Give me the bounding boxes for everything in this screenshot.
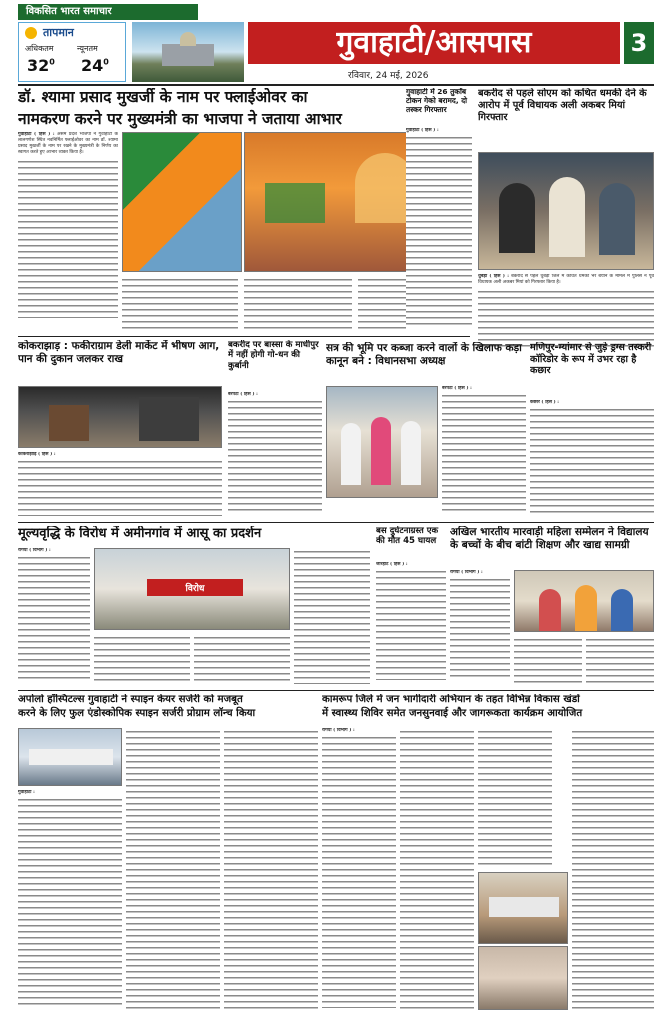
arrest-dateline: धुबड़ी ( हिंस ) : — [478, 274, 509, 279]
date: रविवार, 24 मई, 2026 — [348, 71, 429, 81]
marwari-photo — [514, 570, 654, 632]
weather-box — [18, 22, 126, 82]
weather-label: तापमान — [43, 26, 74, 39]
max-temp: 32 — [27, 56, 50, 75]
manipur-headline: मणिपुर-म्यांमार से जुड़े ड्रग्स तस्करी कॉरिडोर के रूप में उभर रहा है कछार — [530, 342, 652, 376]
gecko-story-block — [406, 88, 472, 333]
manipur-text — [530, 400, 654, 518]
max-label: अधिकतम — [25, 44, 54, 53]
lead-text-col1 — [18, 132, 118, 332]
marwari-dateline: रंगिया ( विभाग ) : — [450, 570, 483, 575]
arrest-text — [478, 274, 654, 352]
kokrajhar-dateline: कोकराझाड़ ( हिंस ) : — [18, 452, 56, 457]
kamrup-text-col2 — [400, 728, 474, 1012]
protest-banner: विरोध — [147, 579, 243, 596]
sun-icon — [25, 27, 37, 39]
min-label: न्यूनतम — [77, 44, 98, 53]
manipur-dateline: कछार ( हिंस ) : — [530, 400, 559, 405]
arrest-body-start: बकरीद से पहले धुबड़ी जिले में कथित धमकी भरे बयान के मामले में पुलिस ने पूर्व विधायक अली अकबर मियां को गिरफ्तार किया है। — [478, 274, 654, 286]
kamrup-dateline: रंगिया ( विभाग ) : — [322, 728, 355, 733]
inflation-text-col2 — [94, 634, 190, 684]
bus-headline: बस दुर्घटनाग्रस्त एक की मौत 45 घायल — [376, 526, 439, 547]
min-temp: 24 — [81, 56, 104, 75]
marwari-text-col2 — [514, 636, 582, 684]
apollo-text-col1 — [18, 790, 122, 1012]
bus-text — [376, 562, 446, 684]
kamrup-story — [322, 694, 654, 1014]
kokrajhar-story — [18, 340, 222, 518]
lead-photo-flags — [122, 132, 242, 272]
masthead-skyline-photo — [132, 22, 244, 82]
apollo-headline-1: अपोलो हॉस्पिटल्स गुवाहाटी ने स्पाइन केयर सर्जरी को मजबूत — [18, 694, 243, 705]
bakrid-dateline: बरपेटा ( हिंस ) : — [228, 392, 258, 397]
marwari-story — [450, 526, 654, 686]
assembly-photo — [326, 386, 438, 498]
page-number: 3 — [624, 22, 654, 64]
max-degree: 0 — [49, 57, 55, 67]
inflation-text-col1 — [18, 548, 90, 684]
apollo-dateline: गुवाहाटी : — [18, 790, 35, 795]
lead-headline-2: नामकरण करने पर मुख्यमंत्री का भाजपा ने जताया आभार — [18, 109, 342, 128]
brand-bar: विकसित भारत समाचार — [18, 4, 198, 20]
kokrajhar-headline: कोकराझाड़ : फकीराग्राम डेली मार्केट में भीषण आग, पान की दुकान जलकर राख — [18, 340, 220, 365]
apollo-photo — [18, 728, 122, 786]
marwari-text-col1 — [450, 570, 510, 684]
masthead — [18, 4, 654, 84]
assembly-headline: सत्र की भूमि पर कब्जा करने वालों के खिलाफ कड़ा कानून बने : विधानसभा अध्यक्ष — [326, 342, 522, 367]
kokrajhar-text — [18, 452, 222, 516]
assembly-content — [326, 342, 526, 518]
kokrajhar-photo — [18, 386, 222, 448]
apollo-text-col3 — [224, 728, 318, 1012]
inflation-text-col3 — [194, 634, 290, 684]
bakrid-headline: बकरीद पर बास्सा के माधीपुर में नहीं होगी गो-धन की कुर्बानी — [228, 340, 319, 371]
gecko-dateline: गुवाहाटी ( हिंस ) : — [406, 128, 439, 133]
lead-story — [18, 88, 468, 333]
section-title: गुवाहाटी/आसपास — [248, 22, 620, 64]
lead-headline-1: डॉ. श्यामा प्रसाद मुखर्जी के नाम पर फ्लाईओवर का — [18, 88, 308, 106]
lead-text-col3 — [244, 276, 352, 332]
kamrup-text-col3 — [478, 728, 552, 868]
apollo-headline-2: करने के लिए फुल एंडोस्कोपिक स्पाइन सर्जरी प्रोग्राम लॉन्च किया — [18, 708, 256, 720]
arrest-story — [478, 88, 654, 353]
kamrup-text-col4 — [572, 728, 654, 1012]
gecko-headline: गुवाहाटी में 26 तुर्कोंब टोकन गेको बरामद, दो तस्कर गिरफ्तार — [406, 88, 468, 114]
manipur-content — [530, 342, 654, 518]
kamrup-photo-health-camp — [478, 872, 568, 944]
gecko-story — [472, 88, 474, 333]
bus-dateline: जोरहाट ( हिंस ) : — [376, 562, 408, 567]
apollo-story — [18, 694, 318, 1014]
gecko-text — [406, 128, 472, 332]
arrest-headline: बकरीद से पहले सोएम को कथित धमकी देने के आरोप में पूर्व विधायक अली अकबर मियां गिरफ्तार — [478, 88, 647, 123]
kamrup-photo-awareness — [478, 946, 568, 1010]
inflation-photo — [94, 548, 290, 630]
min-degree: 0 — [103, 57, 109, 67]
marwari-text-col3 — [586, 636, 654, 684]
lead-text-col2 — [122, 276, 238, 332]
kamrup-text-col1 — [322, 728, 396, 1012]
lead-dateline: गुवाहाटी ( हिंस ) : — [18, 132, 55, 137]
kamrup-headline-1: कामरूप जिले में जन भागीदारी अभियान के तहत विभिन्न विकास खंडों — [322, 694, 580, 705]
assembly-text — [442, 386, 526, 516]
kamrup-headline-2: में स्वास्थ्य शिविर समेत जनसुनवाई और जागरूकता कार्यक्रम आयोजित — [322, 708, 583, 720]
bakrid-text — [228, 392, 322, 516]
bus-story — [376, 526, 446, 686]
lead-body-start: असम प्रदेश भाजपा ने गुवाहाटी के लालगणेश स्थित नवनिर्मित फ्लाईओवर का नाम डॉ. श्यामा प्रसाद मुखर्जी के नाम पर रखने के मुख्यमंत्री के निर्णय का स्वागत करते हुए आभार व्यक्त किया है। — [18, 132, 118, 156]
inflation-headline: मूल्यवृद्धि के विरोध में अमीनगांव में आसू का प्रदर्शन — [18, 526, 262, 541]
arrest-photo — [478, 152, 654, 270]
bakrid-story — [228, 340, 322, 518]
apollo-text-col2 — [126, 728, 220, 1012]
inflation-dateline: रंगिया ( विभाग ) : — [18, 548, 51, 553]
inflation-story — [18, 526, 370, 686]
assembly-dateline: बरपेटा ( हिंस ) : — [442, 386, 472, 391]
inflation-text-col4 — [294, 548, 370, 684]
assembly — [326, 340, 327, 341]
marwari-headline: अखिल भारतीय मारवाड़ी महिला सम्मेलन ने विद्यालय के बच्चों के बीच बांटी शिक्षण और खाद्य सामग्री — [450, 526, 649, 551]
